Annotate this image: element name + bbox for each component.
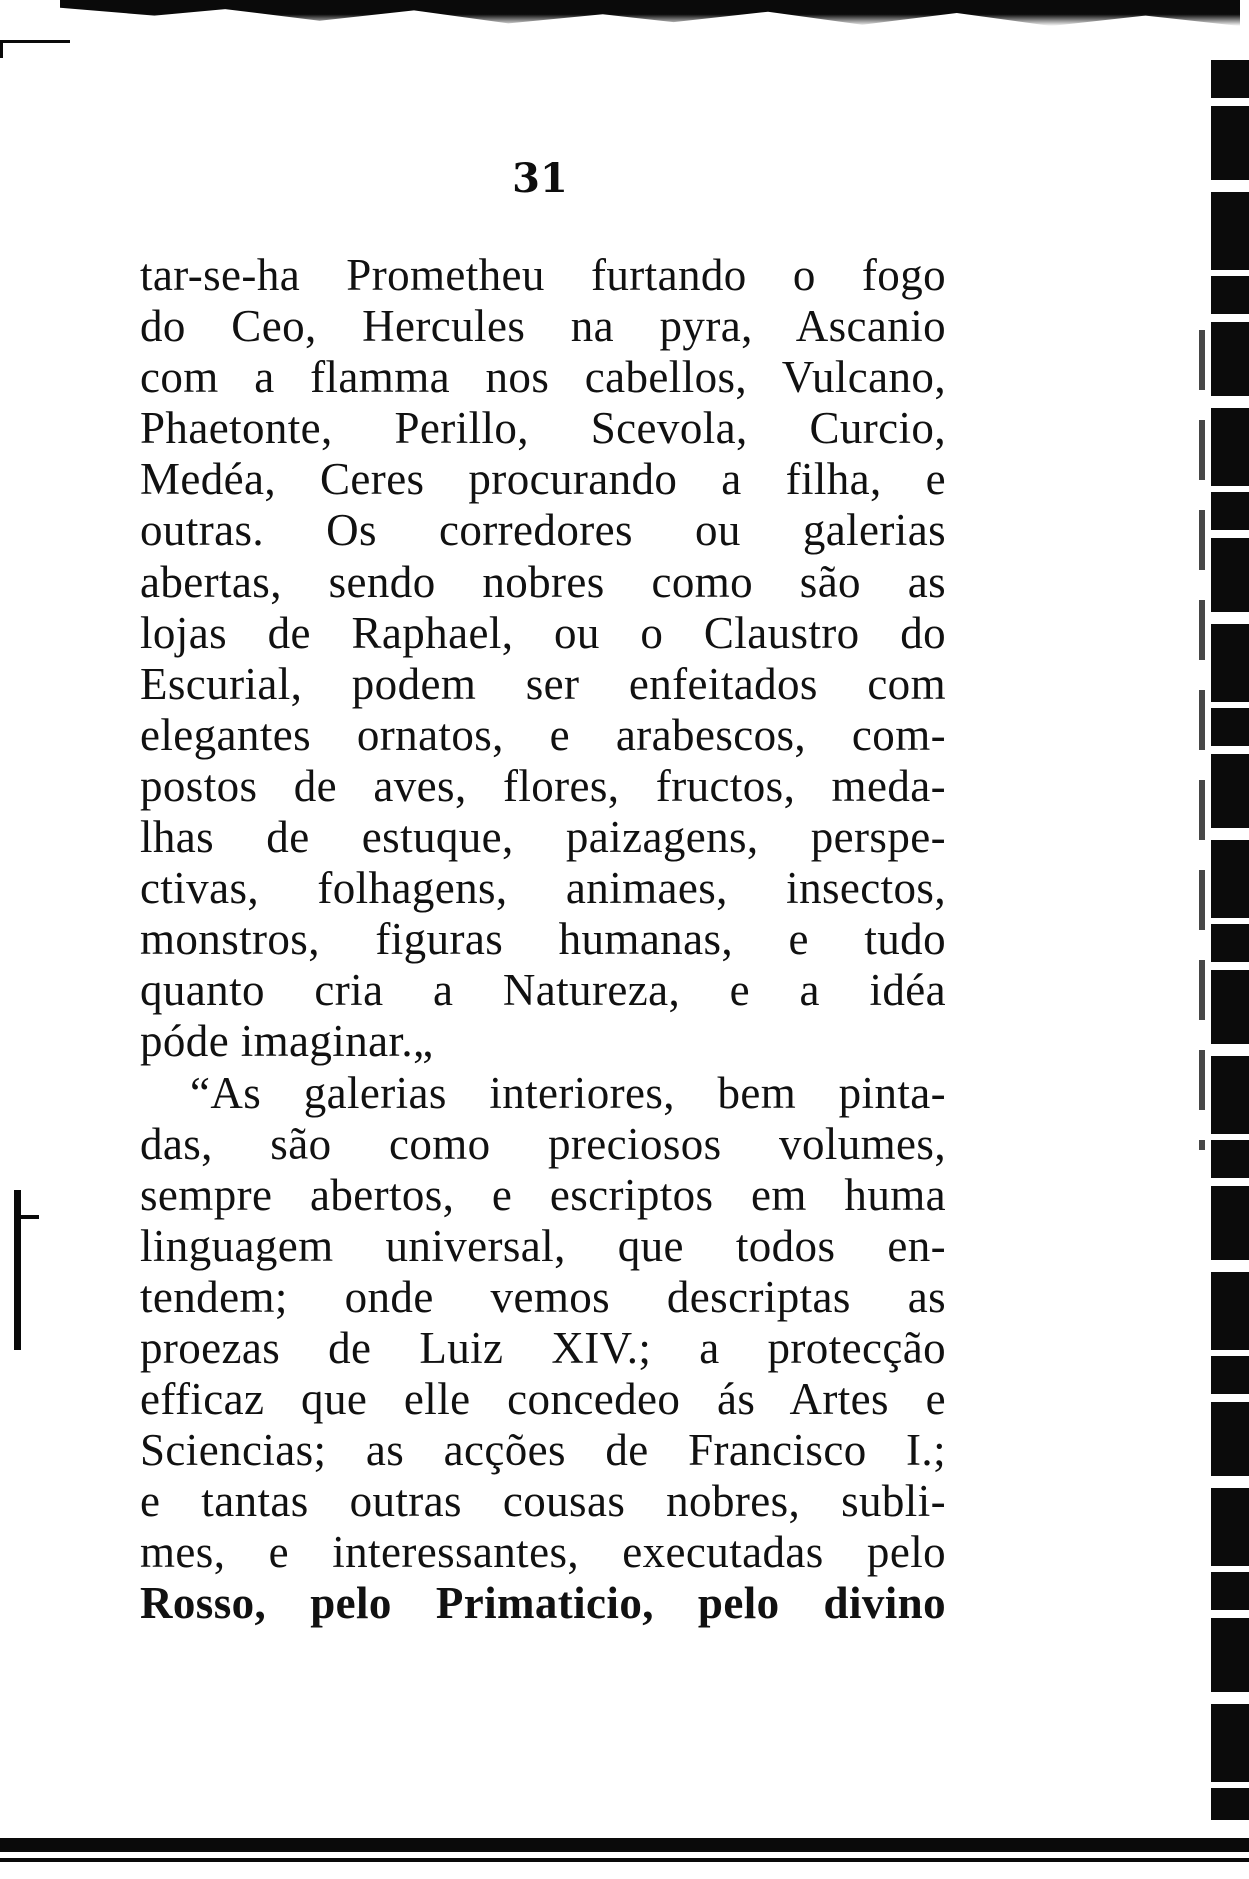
page-number: 31 — [512, 155, 568, 202]
scan-edge-right — [1211, 60, 1249, 1820]
text-line: lhas de estuque, paizagens, perspe- — [140, 812, 946, 863]
scan-corner-tick — [0, 40, 3, 58]
scan-corner-mark — [0, 40, 70, 43]
scan-edge-bottom — [0, 1838, 1249, 1852]
scan-edge-top — [60, 0, 1240, 26]
scan-edge-bottom-line — [0, 1858, 1249, 1862]
text-line: ctivas, folhagens, animaes, insectos, — [140, 863, 946, 914]
text-line: e tantas outras cousas nobres, subli- — [140, 1476, 946, 1527]
text-line: tendem; onde vemos descriptas as — [140, 1271, 946, 1322]
text-line: abertas, sendo nobres como são as — [140, 556, 946, 607]
text-line: quanto cria a Natureza, e a idéa — [140, 965, 946, 1016]
text-line: Medéa, Ceres procurando a filha, e — [140, 454, 946, 505]
text-line: lojas de Raphael, ou o Claustro do — [140, 607, 946, 658]
text-line: com a flamma nos cabellos, Vulcano, — [140, 352, 946, 403]
text-line: Rosso, pelo Primaticio, pelo divino — [140, 1578, 946, 1629]
text-line: Sciencias; as acções de Francisco I.; — [140, 1425, 946, 1476]
text-line: proezas de Luiz XIV.; a protecção — [140, 1322, 946, 1373]
text-line: póde imaginar.„ — [140, 1016, 434, 1067]
text-line: Phaetonte, Perillo, Scevola, Curcio, — [140, 403, 946, 454]
text-line: efficaz que elle concedeo ás Artes e — [140, 1374, 946, 1425]
text-line: outras. Os corredores ou galerias — [140, 505, 946, 556]
text-line: linguagem universal, que todos en- — [140, 1220, 946, 1271]
body-text — [140, 250, 946, 1630]
text-line: Escurial, podem ser enfeitados com — [140, 658, 946, 709]
scan-margin-tick — [21, 1215, 39, 1219]
text-line: postos de aves, flores, fructos, meda- — [140, 760, 946, 811]
text-line: das, são como preciosos volumes, — [140, 1118, 946, 1169]
text-line: mes, e interessantes, executadas pelo — [140, 1527, 946, 1578]
text-line: “As galerias interiores, bem pinta- — [190, 1067, 946, 1118]
text-line: elegantes ornatos, e arabescos, com- — [140, 709, 946, 760]
text-line: sempre abertos, e escriptos em huma — [140, 1169, 946, 1220]
scan-margin-mark — [14, 1190, 21, 1350]
text-line: monstros, figuras humanas, e tudo — [140, 914, 946, 965]
text-line: tar-se-ha Prometheu furtando o fogo — [140, 250, 946, 300]
scan-edge-right-inner — [1199, 330, 1205, 1150]
text-line: do Ceo, Hercules na pyra, Ascanio — [140, 301, 946, 352]
